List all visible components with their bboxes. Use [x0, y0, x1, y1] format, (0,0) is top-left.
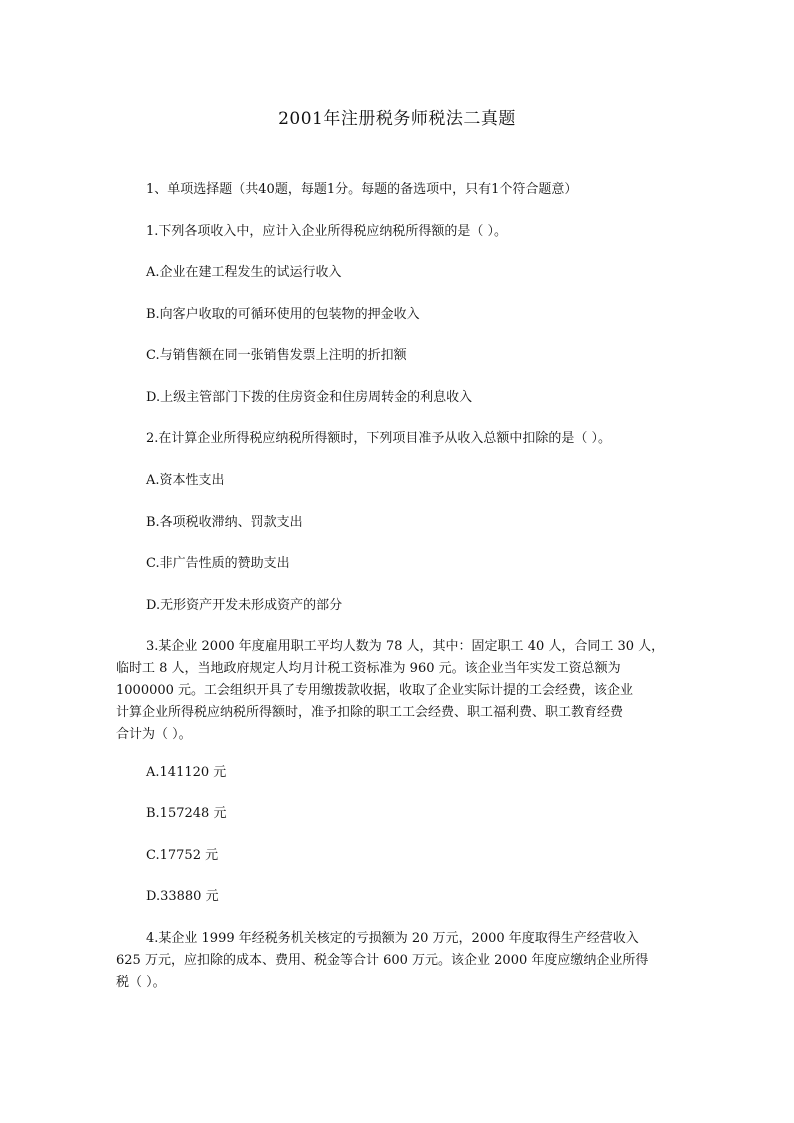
question-4-stem-line-3: 税（ ）。 [116, 975, 166, 990]
question-2-option-a: A.资本性支出 [146, 473, 225, 488]
question-3-option-a: A.141120 元 [146, 765, 227, 780]
question-3-stem-line-3: 1000000 元。工会组织开具了专用缴拨款收据，收取了企业实际计提的工会经费，该企业 [116, 683, 634, 698]
question-1-option-b: B.向客户收取的可循环使用的包装物的押金收入 [146, 307, 420, 322]
question-4-stem-line-2: 625 万元，应扣除的成本、费用、税金等合计 600 万元。该企业 2000 年度应缴纳企业所得 [116, 953, 649, 968]
question-1-option-a: A.企业在建工程发生的试运行收入 [146, 265, 342, 280]
question-1-option-d: D.上级主管部门下拨的住房资金和住房周转金的利息收入 [146, 390, 473, 405]
question-2-option-c: C.非广告性质的赞助支出 [146, 556, 290, 571]
question-3-option-c: C.17752 元 [146, 848, 219, 863]
question-3-option-d: D.33880 元 [146, 889, 219, 904]
question-3-stem-line-1: 3.某企业 2000 年度雇用职工平均人数为 78 人，其中：固定职工 40 人，合同工 30 人， [146, 639, 665, 654]
question-3-stem-line-4: 计算企业所得税应纳税所得额时，准予扣除的职工工会经费、职工福利费、职工教育经费 [116, 705, 624, 720]
question-2-stem: 2.在计算企业所得税应纳税所得额时，下列项目准予从收入总额中扣除的是（ ）。 [146, 431, 612, 446]
question-3-stem-line-5: 合计为（ ）。 [116, 727, 192, 742]
question-3-option-b: B.157248 元 [146, 806, 227, 821]
question-2-option-d: D.无形资产开发未形成资产的部分 [146, 598, 343, 613]
section-heading: 1、单项选择题（共40题，每题1分。每题的备选项中，只有1个符合题意） [146, 182, 578, 197]
document-title: 2001年注册税务师税法二真题 [278, 109, 516, 129]
question-1-stem: 1.下列各项收入中，应计入企业所得税应纳税所得额的是（ ）。 [146, 224, 508, 239]
question-4-stem-line-1: 4.某企业 1999 年经税务机关核定的亏损额为 20 万元，2000 年度取得生产经营收入 [146, 931, 639, 946]
question-3-stem-line-2: 临时工 8 人，当地政府规定人均月计税工资标准为 960 元。该企业当年实发工资总额为 [116, 661, 621, 676]
question-1-option-c: C.与销售额在同一张销售发票上注明的折扣额 [146, 348, 407, 363]
question-2-option-b: B.各项税收滞纳、罚款支出 [146, 515, 303, 530]
